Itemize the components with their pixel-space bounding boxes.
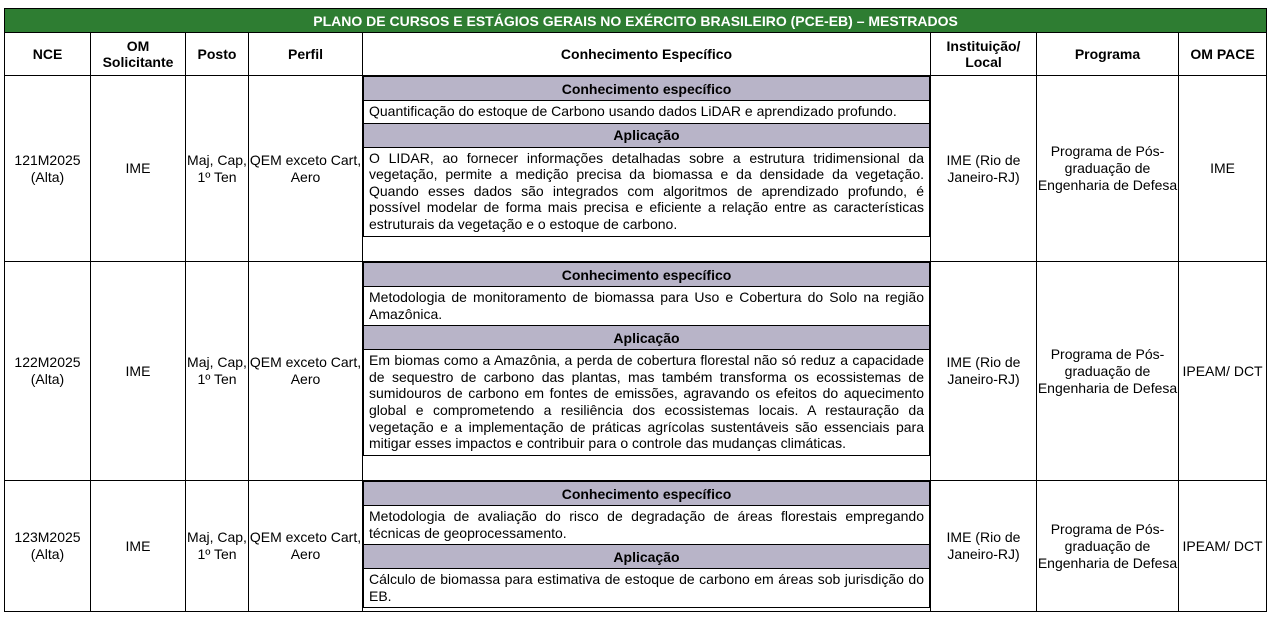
cell-om-pace: IME bbox=[1179, 76, 1267, 262]
cell-om-solicitante: IME bbox=[91, 262, 186, 481]
aplicacao-text: Em biomas como a Amazônia, a perda de cobertura florestal não só reduz a capacidade de sequestro de carbono das plantas, mas também transforma os ecossistemas de sumidouros de carbono em fontes de emissões, agravando os efeitos do aquecimento global e comprometendo a resiliência dos ecossistemas locais. A restauração da vegetação e a implementação de práticas agrícolas sustentáveis são essenciais para mitigar esses impactos e contribuir para o controle das mudanças climáticas. bbox=[364, 350, 930, 456]
cell-programa: Programa de Pós-graduação de Engenharia de Defesa bbox=[1037, 76, 1179, 262]
pce-eb-table bbox=[4, 8, 1267, 612]
cell-conhecimento bbox=[363, 76, 931, 262]
conhecimento-text: Metodologia de avaliação do risco de degradação de áreas florestais empregando técnicas de geoprocessamento. bbox=[364, 506, 930, 545]
cell-posto: Maj, Cap, 1º Ten bbox=[186, 481, 249, 612]
conhecimento-text: Metodologia de monitoramento de biomassa para Uso e Cobertura do Solo na região Amazônica. bbox=[364, 287, 930, 326]
cell-om-solicitante: IME bbox=[91, 481, 186, 612]
cell-om-pace: IPEAM/ DCT bbox=[1179, 481, 1267, 612]
table-title: PLANO DE CURSOS E ESTÁGIOS GERAIS NO EXÉRCITO BRASILEIRO (PCE-EB) – MESTRADOS bbox=[5, 9, 1267, 33]
cell-conhecimento bbox=[363, 481, 931, 612]
aplicacao-label: Aplicação bbox=[364, 123, 930, 147]
cell-perfil: QEM exceto Cart, Aero bbox=[249, 76, 363, 262]
cell-instituicao: IME (Rio de Janeiro-RJ) bbox=[931, 76, 1037, 262]
cell-perfil: QEM exceto Cart, Aero bbox=[249, 481, 363, 612]
table-row bbox=[5, 481, 1267, 612]
aplicacao-text: O LIDAR, ao fornecer informações detalhadas sobre a estrutura tridimensional da vegetação, permite a medição precisa da biomassa e da densidade da vegetação. Quando esses dados são integrados com algoritmos de aprendizado profundo, é possível modelar de forma mais precisa e eficiente a relação entre as características estruturais da vegetação e o estoque de carbono. bbox=[364, 147, 930, 236]
cell-instituicao: IME (Rio de Janeiro-RJ) bbox=[931, 262, 1037, 481]
cell-programa: Programa de Pós-graduação de Engenharia de Defesa bbox=[1037, 262, 1179, 481]
table-row bbox=[5, 262, 1267, 481]
aplicacao-label: Aplicação bbox=[364, 326, 930, 350]
table-row bbox=[5, 76, 1267, 262]
cell-perfil: QEM exceto Cart, Aero bbox=[249, 262, 363, 481]
cell-instituicao: IME (Rio de Janeiro-RJ) bbox=[931, 481, 1037, 612]
header-programa: Programa bbox=[1037, 33, 1179, 76]
header-om-pace: OM PACE bbox=[1179, 33, 1267, 76]
conhecimento-label: Conhecimento específico bbox=[364, 263, 930, 287]
aplicacao-label: Aplicação bbox=[364, 545, 930, 569]
header-instituicao: Instituição/ Local bbox=[931, 33, 1037, 76]
header-perfil: Perfil bbox=[249, 33, 363, 76]
conhecimento-text: Quantificação do estoque de Carbono usando dados LiDAR e aprendizado profundo. bbox=[364, 101, 930, 124]
cell-nce: 123M2025 (Alta) bbox=[5, 481, 91, 612]
cell-om-pace: IPEAM/ DCT bbox=[1179, 262, 1267, 481]
aplicacao-text: Cálculo de biomassa para estimativa de estoque de carbono em áreas sob jurisdição do EB. bbox=[364, 569, 930, 608]
cell-programa: Programa de Pós-graduação de Engenharia de Defesa bbox=[1037, 481, 1179, 612]
conhecimento-label: Conhecimento específico bbox=[364, 482, 930, 506]
cell-posto: Maj, Cap, 1º Ten bbox=[186, 262, 249, 481]
cell-nce: 121M2025 (Alta) bbox=[5, 76, 91, 262]
header-posto: Posto bbox=[186, 33, 249, 76]
header-om-solicitante: OM Solicitante bbox=[91, 33, 186, 76]
header-row bbox=[5, 33, 1267, 76]
header-nce: NCE bbox=[5, 33, 91, 76]
cell-conhecimento bbox=[363, 262, 931, 481]
cell-nce: 122M2025 (Alta) bbox=[5, 262, 91, 481]
header-conhecimento: Conhecimento Específico bbox=[363, 33, 931, 76]
cell-om-solicitante: IME bbox=[91, 76, 186, 262]
title-row bbox=[5, 9, 1267, 33]
conhecimento-label: Conhecimento específico bbox=[364, 77, 930, 101]
cell-posto: Maj, Cap, 1º Ten bbox=[186, 76, 249, 262]
